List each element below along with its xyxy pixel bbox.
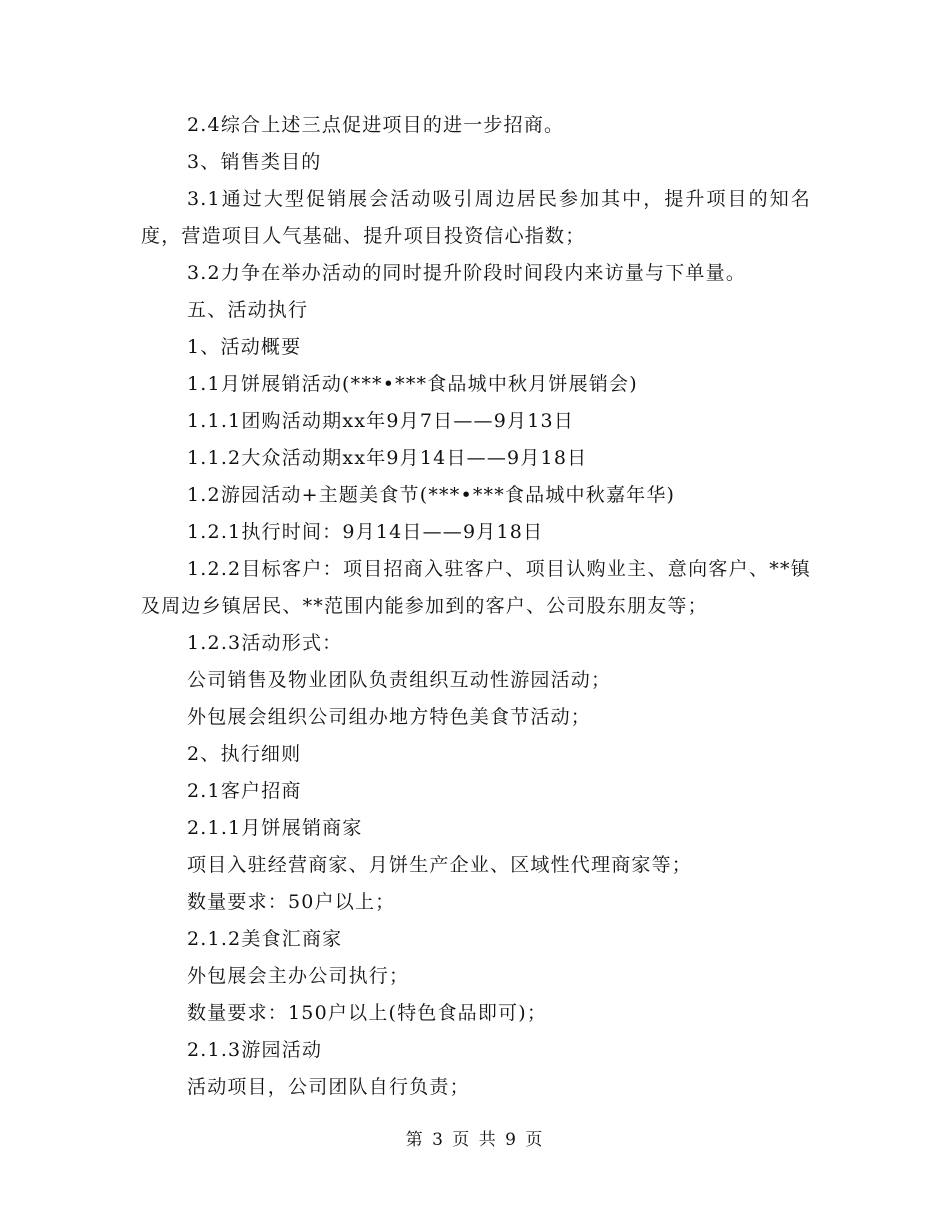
- section-heading: 1、活动概要: [187, 336, 302, 358]
- paragraph: 活动项目，公司团队自行负责；: [187, 1076, 470, 1098]
- paragraph: 公司销售及物业团队负责组织互动性游园活动；: [187, 669, 612, 691]
- paragraph: 项目入驻经营商家、月饼生产企业、区域性代理商家等；: [187, 854, 693, 876]
- paragraph: 2.1.2美食汇商家: [187, 928, 343, 950]
- paragraph: 2.1.3游园活动: [187, 1039, 323, 1061]
- section-heading: 2、执行细则: [187, 743, 302, 765]
- paragraph: 1.2.3活动形式：: [187, 632, 343, 654]
- section-heading: 五、活动执行: [187, 299, 309, 321]
- paragraph: 数量要求：50户以上；: [187, 891, 396, 913]
- paragraph: 1.2.2目标客户：项目招商入驻客户、项目认购业主、意向客户、**镇及周边乡镇居民、**范围内能参加到的客户、公司股东朋友等；: [141, 558, 811, 617]
- section-heading: 2.1客户招商: [187, 780, 302, 802]
- paragraph: 2.1.1月饼展销商家: [187, 817, 363, 839]
- paragraph: 3.1通过大型促销展会活动吸引周边居民参加其中，提升项目的知名度，营造项目人气基础、提升项目投资信心指数；: [141, 188, 811, 247]
- paragraph: 1.1.2大众活动期xx年9月14日——9月18日: [187, 447, 588, 469]
- paragraph: 3.2力争在举办活动的同时提升阶段时间段内来访量与下单量。: [187, 262, 747, 284]
- paragraph: 1.1月饼展销活动(***•***食品城中秋月饼展销会): [187, 373, 638, 395]
- page-footer: 第 3 页 共 9 页: [405, 1130, 545, 1150]
- paragraph: 外包展会主办公司执行；: [187, 965, 410, 987]
- paragraph: 数量要求：150户以上(特色食品即可)；: [187, 1002, 548, 1024]
- paragraph: 1.1.1团购活动期xx年9月7日——9月13日: [187, 410, 575, 432]
- paragraph: 外包展会组织公司组办地方特色美食节活动；: [187, 706, 592, 728]
- paragraph: 1.2游园活动+主题美食节(***•***食品城中秋嘉年华): [187, 484, 676, 506]
- paragraph: 1.2.1执行时间：9月14日——9月18日: [187, 521, 544, 543]
- section-heading: 3、销售类目的: [187, 151, 322, 173]
- document-body: [141, 107, 811, 1106]
- paragraph: 2.4综合上述三点促进项目的进一步招商。: [187, 114, 565, 136]
